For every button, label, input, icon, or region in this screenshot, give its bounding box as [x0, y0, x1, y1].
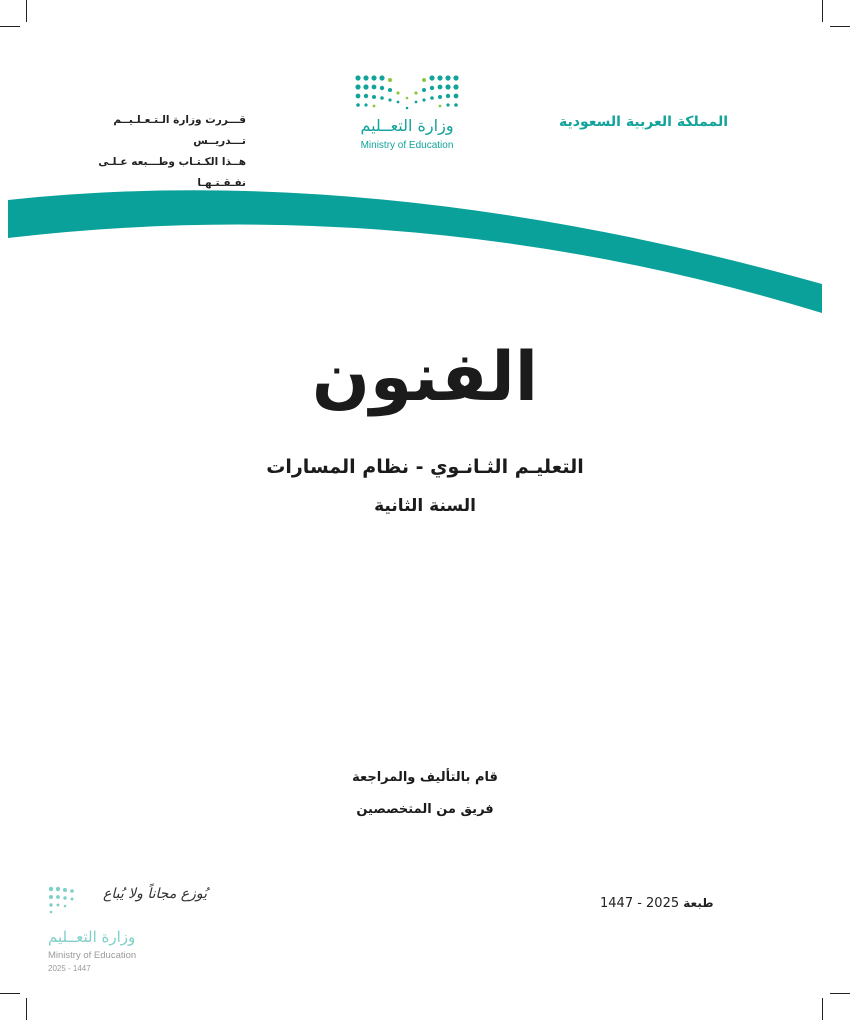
crop-mark	[26, 0, 27, 22]
ministry-name-ar-small: وزارة التعــليم	[48, 928, 136, 946]
book-title: الفنون	[311, 338, 539, 417]
crop-mark	[822, 0, 823, 22]
crop-mark	[830, 26, 850, 27]
ministry-name-ar: وزارة التعــليم	[360, 116, 454, 135]
authors-team: فريق من المتخصصين	[356, 802, 494, 817]
book-subtitle: التعليـم الثـانـوي - نظام المسارات	[266, 456, 584, 478]
crop-mark	[830, 993, 850, 994]
edition-label: طبعة	[683, 896, 714, 910]
footer-years: 2025 - 1447	[48, 964, 91, 973]
edition-years: 1447 - 2025	[600, 896, 680, 911]
crop-mark	[0, 26, 20, 27]
crop-mark	[0, 993, 20, 994]
crop-mark	[822, 998, 823, 1020]
crop-mark	[26, 998, 27, 1020]
footer-ministry-logo	[44, 884, 208, 984]
kingdom-name: المملكة العربية السعودية	[559, 114, 728, 130]
teal-banner	[0, 150, 850, 330]
ministry-dots-icon	[48, 886, 78, 916]
school-year: السنة الثانية	[374, 496, 476, 516]
ministry-logo	[348, 70, 466, 160]
decree-line: قـــررت وزارة الـتـعـلـيــم تـــدريــس	[113, 114, 246, 147]
edition-info	[600, 896, 714, 911]
ministry-name-en: Ministry of Education	[360, 140, 454, 151]
decree-line: هــذا الكـتـاب وطـــبعه عـلـى نفـقـتـهـا	[98, 156, 246, 189]
ministry-dots-icon	[354, 74, 460, 114]
free-distribution-note: يُوزع مجاناً ولا يُباع	[102, 886, 208, 902]
ministry-name-en-small: Ministry of Education	[48, 950, 137, 961]
authored-by-label: قام بالتأليف والمراجعة	[352, 770, 498, 785]
